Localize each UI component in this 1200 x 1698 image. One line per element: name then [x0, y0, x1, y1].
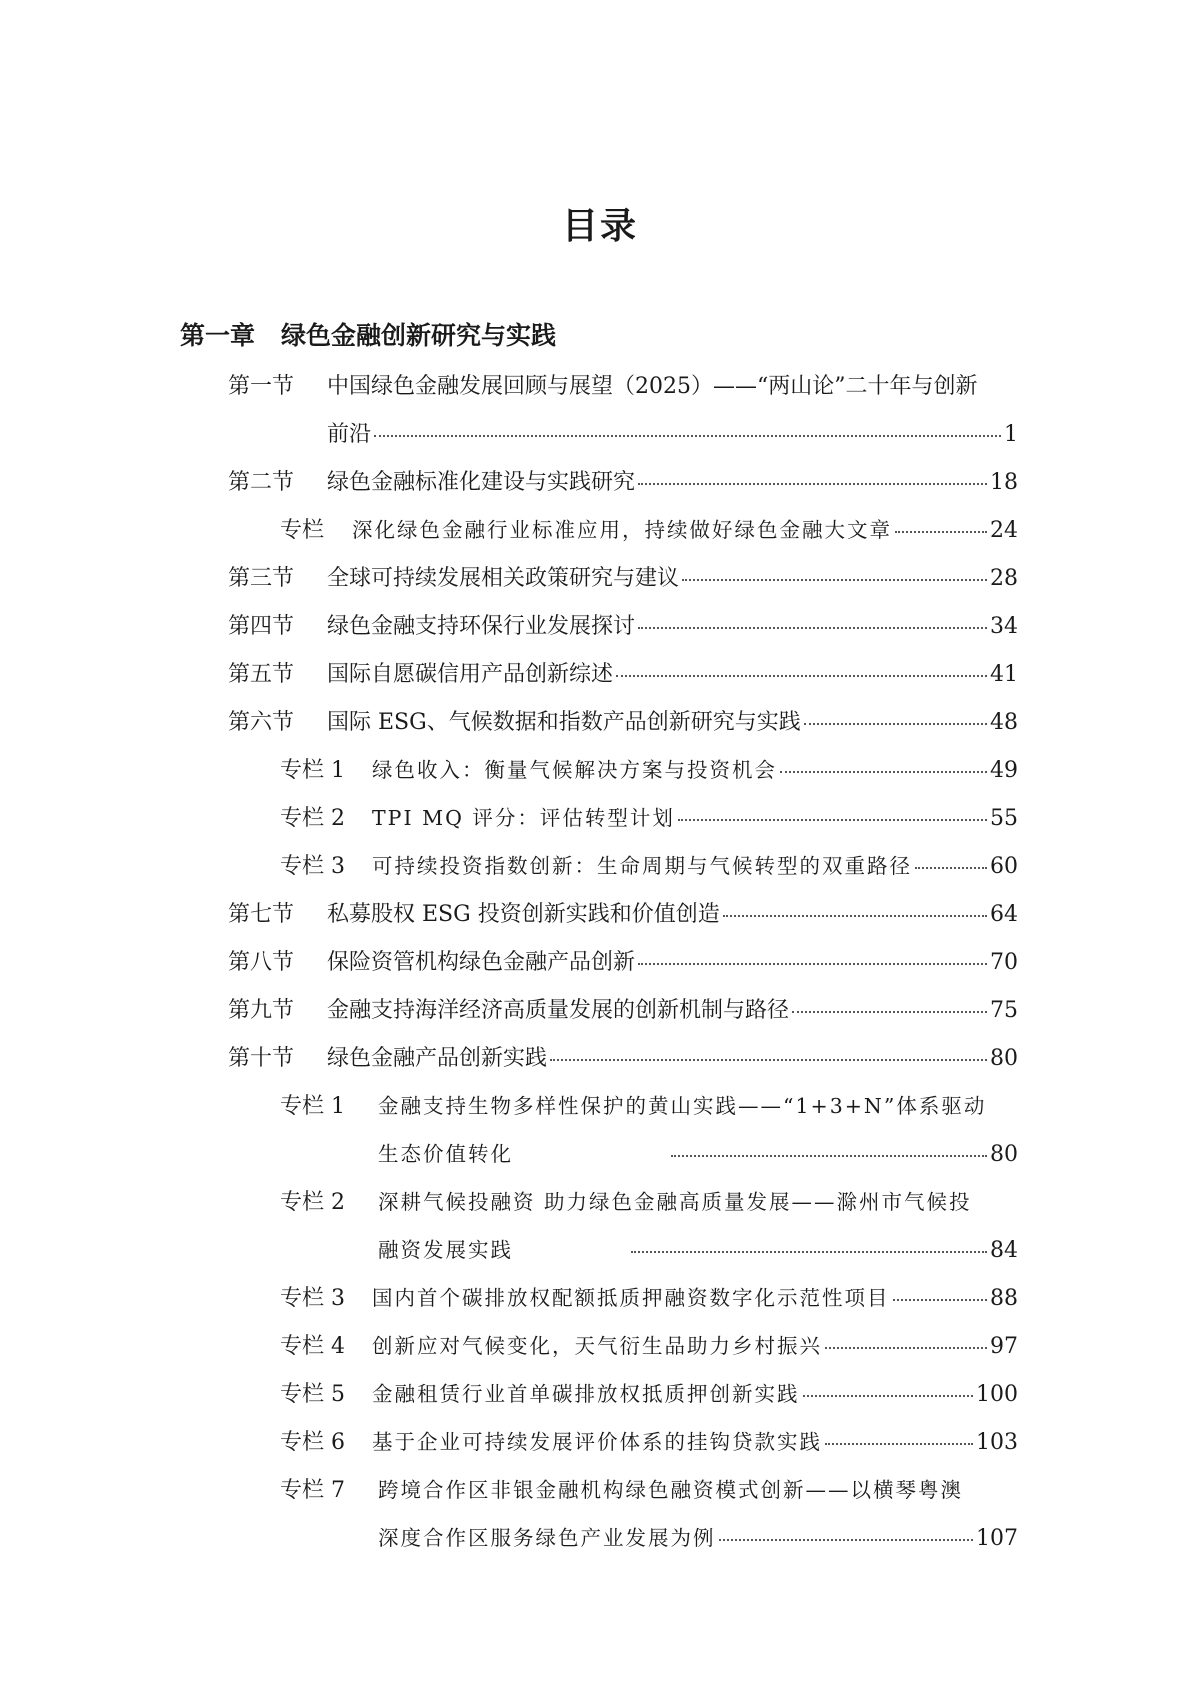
toc-entry[interactable]	[228, 561, 1018, 601]
toc-label: 第一节	[228, 374, 295, 399]
toc-page-number: 80	[990, 1046, 1018, 1071]
toc-entry[interactable]	[228, 609, 1018, 649]
toc-page-number: 70	[990, 950, 1018, 975]
toc-label: 第九节	[228, 998, 295, 1023]
leader-dots	[638, 482, 987, 485]
leader-dots	[893, 1298, 988, 1301]
toc-text-cont: 深度合作区服务绿色产业发展为例	[378, 1526, 716, 1550]
toc-text: 金融租赁行业首单碳排放权抵质押创新实践	[372, 1382, 800, 1406]
toc-entry[interactable]	[228, 897, 1018, 937]
leader-dots	[780, 770, 987, 773]
leader-dots	[374, 434, 1001, 437]
leader-dots	[825, 1442, 973, 1445]
toc-entry-continuation[interactable]	[327, 417, 1018, 457]
toc-label: 专栏 1	[280, 1094, 345, 1119]
toc-text: 中国绿色金融发展回顾与展望（2025）——“两山论”二十年与创新	[327, 374, 978, 399]
toc-entry[interactable]	[280, 513, 1018, 553]
toc-page-number: 100	[976, 1382, 1018, 1407]
page-title: 目录	[561, 206, 638, 247]
toc-page-number: 97	[990, 1334, 1018, 1359]
leader-dots	[682, 578, 987, 581]
leader-dots	[678, 818, 987, 821]
toc-page-number: 24	[990, 518, 1018, 543]
leader-dots	[792, 1010, 987, 1013]
chapter-number: 第一章	[180, 321, 256, 350]
toc-page-number: 80	[990, 1142, 1018, 1167]
toc-label: 第三节	[228, 566, 295, 591]
toc-text: 基于企业可持续发展评价体系的挂钩贷款实践	[372, 1430, 822, 1454]
leader-dots	[825, 1346, 987, 1349]
leader-dots	[638, 962, 987, 965]
toc-page-number: 64	[990, 902, 1018, 927]
toc-entry[interactable]	[228, 705, 1018, 745]
toc-entry[interactable]	[280, 801, 1018, 841]
toc-label: 专栏 3	[280, 854, 345, 879]
leader-dots	[895, 530, 987, 533]
toc-entry[interactable]	[228, 1041, 1018, 1081]
toc-entry-continuation[interactable]	[378, 1233, 1018, 1273]
toc-page-number: 60	[990, 854, 1018, 879]
toc-label: 专栏	[280, 518, 325, 543]
toc-label: 第五节	[228, 662, 295, 687]
toc-text: 绿色金融标准化建设与实践研究	[327, 470, 636, 495]
toc-page-number: 49	[990, 758, 1018, 783]
toc-text-cont: 融资发展实践	[378, 1238, 513, 1262]
toc-text: 保险资管机构绿色金融产品创新	[327, 950, 636, 975]
toc-text: TPI MQ 评分：评估转型计划	[372, 806, 675, 830]
leader-dots	[803, 1394, 974, 1397]
toc-label: 专栏 6	[280, 1430, 345, 1455]
toc-text-cont: 前沿	[327, 422, 372, 447]
leader-dots	[631, 1250, 987, 1253]
toc-entry-continuation[interactable]	[378, 1137, 1018, 1177]
leader-dots	[550, 1058, 987, 1061]
toc-entry[interactable]	[280, 1281, 1018, 1321]
toc-page-number: 107	[976, 1526, 1018, 1551]
toc-text: 绿色收入：衡量气候解决方案与投资机会	[372, 758, 777, 782]
leader-dots	[915, 866, 987, 869]
toc-entry[interactable]	[228, 945, 1018, 985]
toc-label: 专栏 4	[280, 1334, 345, 1359]
toc-text: 私募股权 ESG 投资创新实践和价值创造	[327, 902, 720, 927]
toc-label: 第七节	[228, 902, 295, 927]
toc-page-number: 88	[990, 1286, 1018, 1311]
toc-text: 可持续投资指数创新：生命周期与气候转型的双重路径	[372, 854, 912, 878]
toc-entry[interactable]	[280, 753, 1018, 793]
toc-text-cont: 生态价值转化	[378, 1142, 513, 1166]
chapter-title: 绿色金融创新研究与实践	[281, 321, 557, 350]
toc-text: 绿色金融支持环保行业发展探讨	[327, 614, 636, 639]
leader-dots	[723, 914, 987, 917]
toc-page-number: 34	[990, 614, 1018, 639]
toc-label: 专栏 3	[280, 1286, 345, 1311]
leader-dots	[671, 1154, 987, 1157]
toc-text: 国际自愿碳信用产品创新综述	[327, 662, 614, 687]
toc-entry[interactable]	[228, 465, 1018, 505]
toc-label: 专栏 2	[280, 1190, 345, 1215]
toc-label: 第十节	[228, 1046, 295, 1071]
toc-entry[interactable]	[228, 993, 1018, 1033]
toc-entry[interactable]	[280, 849, 1018, 889]
toc-entry[interactable]	[280, 1425, 1018, 1465]
toc-label: 第二节	[228, 470, 295, 495]
toc-page-number: 75	[990, 998, 1018, 1023]
toc-label: 第八节	[228, 950, 295, 975]
toc-label: 第四节	[228, 614, 295, 639]
toc-entry[interactable]	[280, 1377, 1018, 1417]
toc-page-number: 41	[990, 662, 1018, 687]
toc-entry[interactable]	[228, 657, 1018, 697]
toc-entry[interactable]	[280, 1089, 1018, 1129]
toc-text: 深耕气候投融资 助力绿色金融高质量发展——滁州市气候投	[378, 1190, 972, 1214]
leader-dots	[719, 1538, 974, 1541]
toc-label: 专栏 7	[280, 1478, 345, 1503]
toc-text: 绿色金融产品创新实践	[327, 1046, 548, 1071]
toc-page-number: 48	[990, 710, 1018, 735]
toc-text: 国内首个碳排放权配额抵质押融资数字化示范性项目	[372, 1286, 890, 1310]
toc-text: 创新应对气候变化，天气衍生品助力乡村振兴	[372, 1334, 822, 1358]
toc-page-number: 18	[990, 470, 1018, 495]
toc-label: 专栏 2	[280, 806, 345, 831]
toc-text: 金融支持海洋经济高质量发展的创新机制与路径	[327, 998, 790, 1023]
toc-text: 深化绿色金融行业标准应用，持续做好绿色金融大文章	[352, 518, 892, 542]
toc-text: 金融支持生物多样性保护的黄山实践——“1+3+N”体系驱动	[378, 1094, 987, 1118]
toc-page-number: 55	[990, 806, 1018, 831]
toc-entry[interactable]	[228, 369, 1018, 409]
toc-label: 专栏 1	[280, 758, 345, 783]
toc-page-number: 28	[990, 566, 1018, 591]
toc-label: 第六节	[228, 710, 295, 735]
toc-entry[interactable]	[280, 1473, 1018, 1513]
toc-page-number: 103	[976, 1430, 1018, 1455]
leader-dots	[616, 674, 987, 677]
toc-label: 专栏 5	[280, 1382, 345, 1407]
toc-text: 国际 ESG、气候数据和指数产品创新研究与实践	[327, 710, 801, 735]
toc-page-number: 1	[1004, 422, 1018, 447]
toc-entry-continuation[interactable]	[378, 1521, 1018, 1561]
toc-text: 跨境合作区非银金融机构绿色融资模式创新——以横琴粤澳	[378, 1478, 963, 1502]
toc-entry[interactable]	[280, 1185, 1018, 1225]
leader-dots	[638, 626, 987, 629]
chapter-heading	[180, 316, 556, 352]
toc-text: 全球可持续发展相关政策研究与建议	[327, 566, 680, 591]
toc-entry[interactable]	[280, 1329, 1018, 1369]
leader-dots	[804, 722, 987, 725]
toc-page-number: 84	[990, 1238, 1018, 1263]
